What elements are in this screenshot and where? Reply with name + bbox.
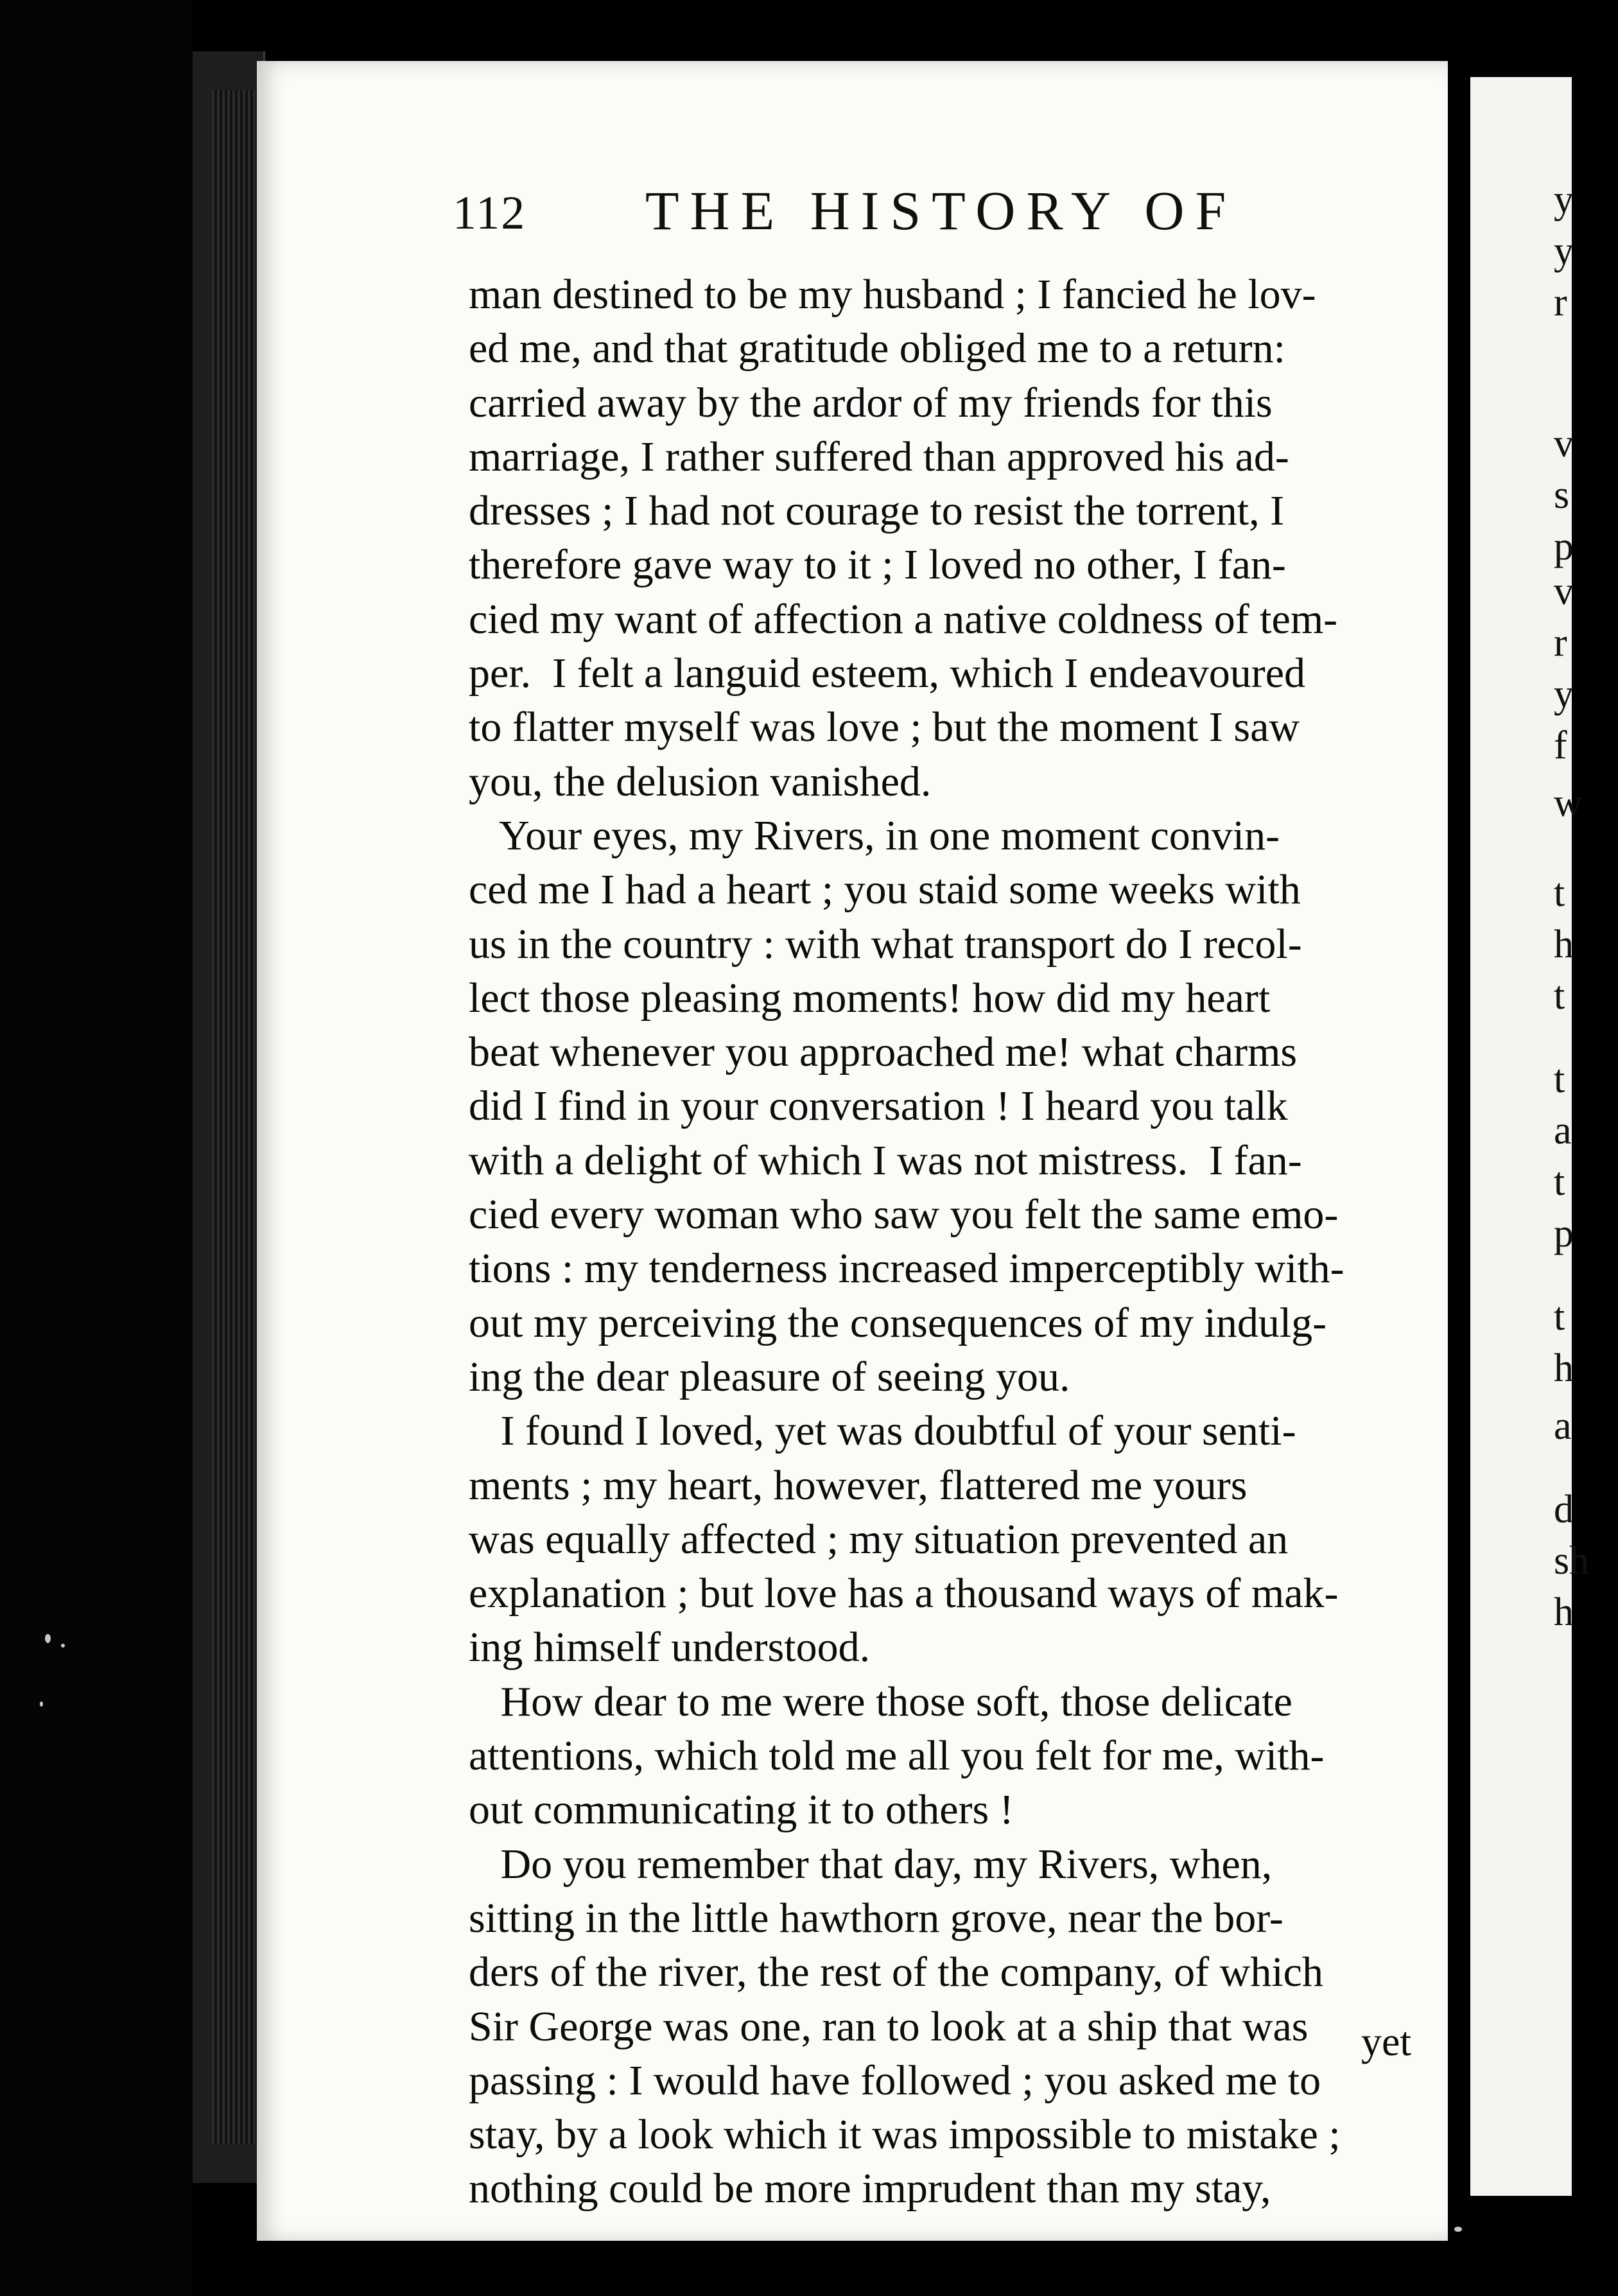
text-line: ed me, and that gratitude obliged me to a return:: [469, 325, 1285, 372]
catchword: yet: [1361, 2019, 1412, 2064]
text-line: How dear to me were those soft, those delicate: [469, 1678, 1292, 1725]
facing-page-fragment: y: [1554, 178, 1574, 222]
dust-speck: [40, 1701, 43, 1707]
facing-page-fragment: sh: [1554, 1539, 1590, 1583]
text-line: carried away by the ardor of my friends for this: [469, 379, 1273, 426]
page-header: [453, 180, 1538, 263]
facing-page-fragment: y: [1554, 672, 1574, 716]
facing-page-fragment: f: [1554, 724, 1567, 767]
text-line: tions : my tenderness increased imperceptibly with-: [469, 1245, 1344, 1292]
text-line: Sir George was one, ran to look at a ship that was: [469, 2003, 1309, 2050]
facing-page-fragment: p: [1554, 525, 1574, 568]
facing-page-fragment: p: [1554, 1212, 1574, 1255]
text-line: passing : I would have followed ; you asked me to: [469, 2057, 1321, 2104]
facing-page-fragment: t: [1554, 871, 1565, 915]
facing-page-fragment: r: [1554, 621, 1567, 665]
text-line: out communicating it to others !: [469, 1786, 1014, 1834]
text-line: man destined to be my husband ; I fancied he lov-: [469, 271, 1316, 318]
text-line: did I find in your conversation ! I heard you talk: [469, 1083, 1288, 1130]
facing-page-fragment: v: [1554, 570, 1574, 613]
facing-page-fragment: v: [1554, 422, 1574, 465]
text-line: ced me I had a heart ; you staid some weeks with: [469, 866, 1301, 914]
facing-page-fragment: h: [1554, 1590, 1574, 1634]
text-line: cied my want of affection a native coldness of tem-: [469, 595, 1338, 643]
facing-page-fragment: s: [1554, 473, 1570, 517]
text-line: therefore gave way to it ; I loved no other, I fan-: [469, 541, 1286, 589]
facing-page-edge: [1470, 77, 1590, 2196]
text-line: nothing could be more imprudent than my stay,: [469, 2165, 1271, 2213]
facing-page-fragment: w: [1554, 781, 1583, 825]
text-line: sitting in the little hawthorn grove, near the bor-: [469, 1894, 1283, 1942]
facing-page-fragment: d: [1554, 1488, 1574, 1531]
facing-page-fragment: t: [1554, 1160, 1565, 1204]
text-line: lect those pleasing moments! how did my heart: [469, 974, 1271, 1022]
text-line: ing himself understood.: [469, 1624, 871, 1671]
body-text: [469, 268, 1531, 2216]
text-line: I found I loved, yet was doubtful of your senti-: [469, 1407, 1296, 1455]
facing-page-fragment: t: [1554, 974, 1565, 1018]
text-line: Do you remember that day, my Rivers, when,: [469, 1840, 1273, 1888]
text-line: explanation ; but love has a thousand ways of mak-: [469, 1570, 1339, 1617]
text-line: stay, by a look which it was impossible to mistake ;: [469, 2111, 1341, 2159]
facing-page-fragment: t: [1554, 1295, 1565, 1339]
facing-page-fragment: r: [1554, 281, 1567, 324]
text-line: ders of the river, the rest of the company, of which: [469, 1949, 1323, 1996]
dust-speck: [45, 1634, 51, 1643]
text-line: ing the dear pleasure of seeing you.: [469, 1353, 1070, 1400]
facing-page-fragment: t: [1554, 1057, 1565, 1101]
text-line: per. I felt a languid esteem, which I endeavoured: [469, 650, 1305, 697]
book-block-edge: [0, 0, 193, 2296]
dust-speck: [61, 1644, 65, 1648]
running-title: THE HISTORY OF: [645, 180, 1237, 241]
text-line: cied every woman who saw you felt the same emo-: [469, 1191, 1339, 1239]
book-page: [257, 61, 1448, 2241]
text-line: ments ; my heart, however, flattered me yours: [469, 1461, 1248, 1509]
page-edges-lines: [212, 90, 257, 2144]
facing-page-fragment: y: [1554, 229, 1574, 273]
facing-page-fragment: a: [1554, 1109, 1572, 1152]
page-number: 112: [453, 187, 526, 239]
facing-page-fragment: a: [1554, 1404, 1572, 1448]
facing-page-fragment: h: [1554, 923, 1574, 966]
text-line: us in the country : with what transport do I recol-: [469, 920, 1302, 968]
text-line: out my perceiving the consequences of my indulg-: [469, 1299, 1327, 1346]
text-line: marriage, I rather suffered than approved his ad-: [469, 433, 1289, 480]
text-line: you, the delusion vanished.: [469, 758, 932, 805]
facing-page-fragment: h: [1554, 1346, 1574, 1390]
text-line: to flatter myself was love ; but the moment I saw: [469, 704, 1300, 751]
text-line: dresses ; I had not courage to resist the torrent, I: [469, 487, 1285, 535]
dust-speck: [1454, 2227, 1462, 2232]
text-line: Your eyes, my Rivers, in one moment convin-: [469, 812, 1280, 859]
text-line: with a delight of which I was not mistress. I fan-: [469, 1136, 1302, 1184]
text-line: beat whenever you approached me! what charms: [469, 1029, 1298, 1076]
text-line: was equally affected ; my situation prevented an: [469, 1515, 1289, 1563]
text-line: attentions, which told me all you felt for me, with-: [469, 1732, 1325, 1780]
